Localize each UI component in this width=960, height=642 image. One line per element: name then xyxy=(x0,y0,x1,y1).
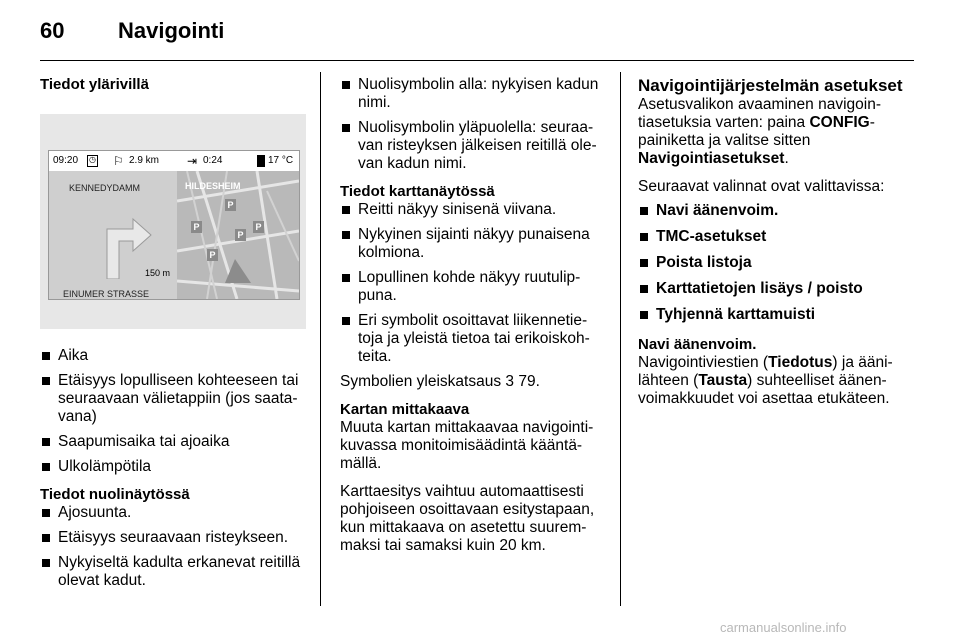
volume-paragraph xyxy=(638,354,920,408)
nav-distance: 2.9 km xyxy=(129,155,160,166)
list-item: Tyhjennä karttamuisti xyxy=(638,306,920,324)
list-item: Aika xyxy=(40,347,306,365)
options-text: Seuraavat valinnat ovat valittavissa: xyxy=(638,178,885,195)
site-credit: carmanualsonline.info xyxy=(720,620,847,635)
section-heading-arrow: Tiedot nuolinäytössä xyxy=(40,486,190,503)
turn-distance: 150 m xyxy=(145,268,171,278)
list-item: Nuolisymbolin yläpuolella: seuraa-van risteyksen jälkeisen reitillä ole-van kadun nimi. xyxy=(340,119,606,173)
arrival-arrow-icon: ⇥ xyxy=(187,154,198,168)
flag-route-icon: ⚐ xyxy=(113,154,124,168)
section-heading-volume: Navi äänenvoim. xyxy=(638,336,757,353)
list-item: Lopullinen kohde näkyy ruutulip-puna. xyxy=(340,269,606,305)
list-item: Ulkolämpötila xyxy=(40,458,306,476)
config-button-label: CONFIG xyxy=(809,114,870,131)
list-item: Saapumisaika tai ajoaika xyxy=(40,433,306,451)
intro-text: -painiketta ja valitse sitten xyxy=(638,114,875,149)
nav-eta: 0:24 xyxy=(203,155,223,166)
tausta-label: Tausta xyxy=(698,372,748,389)
nav-display xyxy=(48,150,300,300)
parking-icon: P xyxy=(235,229,246,241)
column-divider-1 xyxy=(320,72,321,606)
list-item: Nuolisymbolin alla: nykyisen kadun nimi. xyxy=(340,76,606,112)
symbols-text: Symbolien yleiskatsaus xyxy=(340,373,502,390)
list-item: Nykyiseltä kadulta erkanevat reitillä olevat kadut. xyxy=(40,554,306,590)
page-title: Navigointi xyxy=(118,18,225,43)
settings-intro xyxy=(638,96,920,168)
map-city: HILDESHEIM xyxy=(185,181,241,191)
list-item: Reitti näkyy sinisenä viivana. xyxy=(340,201,606,219)
north-paragraph: Karttaesitys vaihtuu automaattisesti pohjoiseen osoittavaan esitystapaan, kun mittakaava on asetettu suurem-maksi tai samaksi kuin 20 km. xyxy=(340,483,595,554)
section-heading-scale: Kartan mittakaava xyxy=(340,401,470,418)
column-3 xyxy=(638,76,920,418)
parking-icon: P xyxy=(253,221,264,233)
page-ref: 3 79. xyxy=(505,373,540,390)
thermometer-icon xyxy=(257,155,265,167)
street-bottom: EINUMER STRASSE xyxy=(63,289,150,299)
nav-top-bar xyxy=(49,151,299,171)
column-2 xyxy=(340,76,606,565)
volume-text: ) suhteelliset äänen-voimakkuudet voi asettaa etukäteen. xyxy=(638,372,890,407)
scale-paragraph: Muuta kartan mittakaavaa navigointi-kuvassa monitoimisäädintä kääntä-mällä. xyxy=(340,419,594,472)
street-top: KENNEDYDAMM xyxy=(69,183,141,193)
nav-temperature: 17 °C xyxy=(268,155,294,166)
options-list xyxy=(638,202,920,324)
page-header xyxy=(40,14,920,54)
intro-text: Asetusvalikon avaaminen navigoin-tiasetuksia varten: paina xyxy=(638,96,881,131)
section-heading-top-row: Tiedot ylärivillä xyxy=(40,76,149,93)
list-item: Ajosuunta. xyxy=(40,504,306,522)
parking-icon: P xyxy=(225,199,236,211)
page-number: 60 xyxy=(40,18,65,43)
parking-icon: P xyxy=(191,221,202,233)
arrow-list-continued xyxy=(340,76,606,173)
parking-icon: P xyxy=(207,249,218,261)
map-list xyxy=(340,201,606,366)
volume-text: ) ja ääni-lähteen ( xyxy=(638,354,893,389)
navigation-screen-image xyxy=(40,114,306,329)
symbols-overview xyxy=(340,373,606,391)
list-item: Poista listoja xyxy=(638,254,920,272)
list-item: Etäisyys seuraavaan risteykseen. xyxy=(40,529,306,547)
map-area xyxy=(177,171,299,299)
list-item: TMC-asetukset xyxy=(638,228,920,246)
list-item: Etäisyys lopulliseen kohteeseen tai seuraavaan välietappiin (jos saata-vana) xyxy=(40,372,306,426)
tiedotus-label: Tiedotus xyxy=(768,354,833,371)
list-item: Karttatietojen lisäys / poisto xyxy=(638,280,920,298)
column-divider-2 xyxy=(620,72,621,606)
column-1 xyxy=(40,76,306,597)
list-item: Navi äänenvoim. xyxy=(638,202,920,220)
top-row-list xyxy=(40,347,306,476)
list-item: Eri symbolit osoittavat liikennetie-toja ja yleistä tietoa tai erikoiskoh-teita. xyxy=(340,312,606,366)
list-item: Nykyinen sijainti näkyy punaisena kolmiona. xyxy=(340,226,606,262)
intro-text: . xyxy=(784,150,789,167)
nav-time: 09:20 xyxy=(53,155,79,166)
section-heading-settings: Navigointijärjestelmän asetukset xyxy=(638,76,903,95)
volume-text: Navigointiviestien ( xyxy=(638,354,769,371)
header-rule xyxy=(40,60,914,61)
clock-icon: ◷ xyxy=(87,155,98,167)
nav-settings-label: Navigointiasetukset xyxy=(638,150,785,167)
section-heading-map: Tiedot karttanäytössä xyxy=(340,183,495,200)
arrow-list xyxy=(40,504,306,590)
